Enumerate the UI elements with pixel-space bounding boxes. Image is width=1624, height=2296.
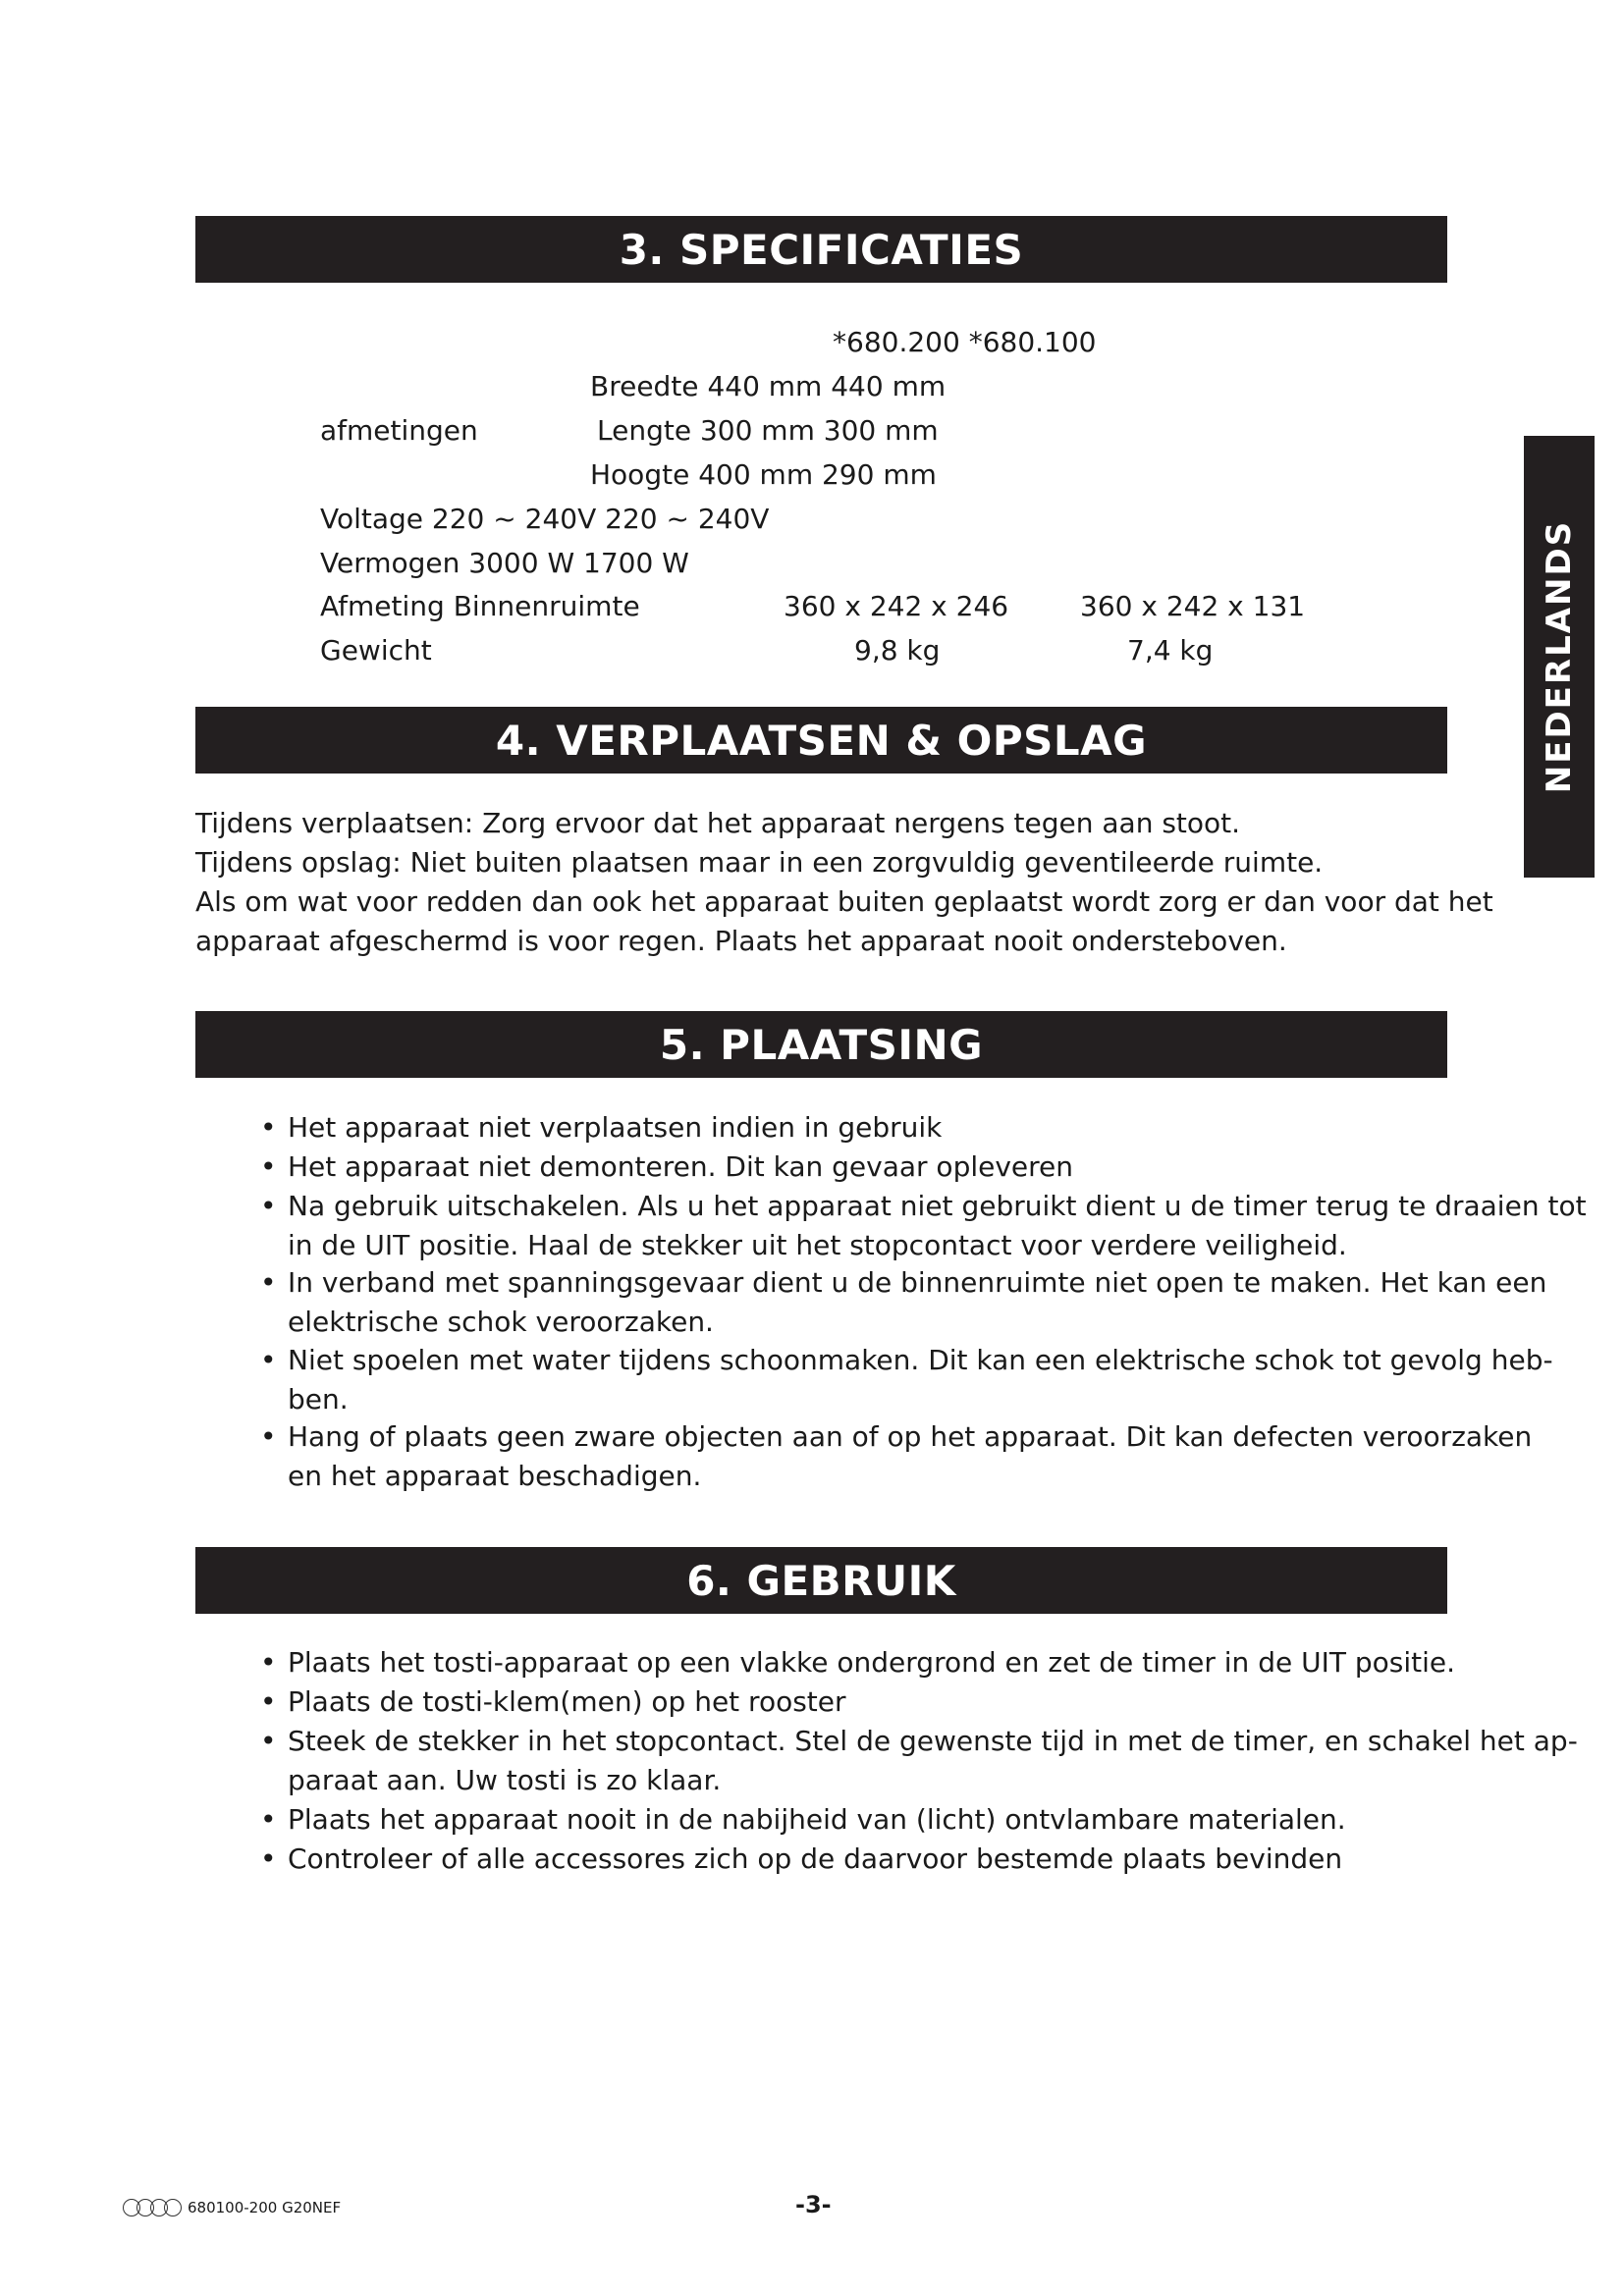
bullet-icon: •	[260, 1725, 277, 1757]
move-line: apparaat afgeschermd is voor regen. Plaats het apparaat nooit ondersteboven.	[195, 925, 1287, 957]
list-item-text: In verband met spanningsgevaar dient u de binnenruimte niet open te maken. Het kan een	[288, 1266, 1547, 1299]
spec-length-row: Lengte 300 mm 300 mm	[597, 414, 939, 447]
footer-code	[123, 2199, 341, 2216]
bullet-icon: •	[260, 1842, 277, 1875]
list-item-text: Plaats het tosti-apparaat op een vlakke ondergrond en zet de timer in de UIT positie.	[288, 1646, 1456, 1679]
list-item-text: Niet spoelen met water tijdens schoonmaken. Dit kan een elektrische schok tot gevolg heb-	[288, 1344, 1553, 1376]
list-item-continuation: elektrische schok veroorzaken.	[288, 1306, 714, 1338]
spec-height-row: Hoogte 400 mm 290 mm	[590, 458, 937, 491]
section-title: 4. VERPLAATSEN & OPSLAG	[495, 716, 1148, 765]
list-item-text: Plaats het apparaat nooit in de nabijheid van (licht) ontvlambare materialen.	[288, 1803, 1346, 1836]
language-side-tab	[1524, 436, 1595, 878]
spec-interior-label: Afmeting Binnenruimte	[320, 590, 640, 622]
bullet-icon: •	[260, 1266, 277, 1299]
list-item-text: Het apparaat niet verplaatsen indien in gebruik	[288, 1111, 943, 1144]
spec-power-row: Vermogen 3000 W 1700 W	[320, 547, 689, 579]
list-item-text: Controleer of alle accessores zich op de daarvoor bestemde plaats bevinden	[288, 1842, 1343, 1875]
bullet-icon: •	[260, 1420, 277, 1453]
spec-dimensions-label: afmetingen	[320, 414, 478, 447]
bullet-icon: •	[260, 1150, 277, 1183]
spec-interior-value-b: 360 x 242 x 131	[1080, 590, 1306, 622]
section-title: 5. PLAATSING	[659, 1020, 984, 1069]
section-header-specificaties	[195, 216, 1447, 283]
bullet-icon: •	[260, 1685, 277, 1718]
section-header-gebruik	[195, 1547, 1447, 1614]
spec-weight-value-b: 7,4 kg	[1127, 634, 1214, 667]
footer-model-code: 680100-200 G20NEF	[188, 2199, 342, 2216]
spec-interior-value-a: 360 x 242 x 246	[784, 590, 1009, 622]
section-header-plaatsing	[195, 1011, 1447, 1078]
spec-weight-value-a: 9,8 kg	[854, 634, 941, 667]
spec-width-row: Breedte 440 mm 440 mm	[590, 370, 947, 402]
spec-weight-label: Gewicht	[320, 634, 432, 667]
list-item-continuation: en het apparaat beschadigen.	[288, 1460, 702, 1492]
section-title: 6. GEBRUIK	[686, 1556, 956, 1605]
list-item-continuation: paraat aan. Uw tosti is zo klaar.	[288, 1764, 722, 1796]
spec-voltage-row: Voltage 220 ~ 240V 220 ~ 240V	[320, 503, 770, 535]
bullet-icon: •	[260, 1111, 277, 1144]
bullet-icon: •	[260, 1803, 277, 1836]
page-number: -3-	[795, 2191, 832, 2218]
bullet-icon: •	[260, 1344, 277, 1376]
language-tab-label: NEDERLANDS	[1540, 519, 1580, 794]
rings-logo-icon	[123, 2199, 178, 2216]
list-item-continuation: ben.	[288, 1383, 349, 1415]
list-item-text: Na gebruik uitschakelen. Als u het apparaat niet gebruikt dient u de timer terug te draaien tot	[288, 1190, 1587, 1222]
move-line: Tijdens verplaatsen: Zorg ervoor dat het apparaat nergens tegen aan stoot.	[195, 807, 1241, 839]
move-line: Als om wat voor redden dan ook het apparaat buiten geplaatst wordt zorg er dan voor dat het	[195, 885, 1493, 918]
bullet-icon: •	[260, 1646, 277, 1679]
section-header-verplaatsen	[195, 707, 1447, 774]
list-item-text: Het apparaat niet demonteren. Dit kan gevaar opleveren	[288, 1150, 1074, 1183]
spec-models-header: *680.200 *680.100	[833, 326, 1097, 358]
section-title: 3. SPECIFICATIES	[619, 225, 1024, 274]
bullet-icon: •	[260, 1190, 277, 1222]
list-item-text: Plaats de tosti-klem(men) op het rooster	[288, 1685, 846, 1718]
list-item-continuation: in de UIT positie. Haal de stekker uit het stopcontact voor verdere veiligheid.	[288, 1229, 1347, 1261]
list-item-text: Hang of plaats geen zware objecten aan of op het apparaat. Dit kan defecten veroorzaken	[288, 1420, 1533, 1453]
move-line: Tijdens opslag: Niet buiten plaatsen maar in een zorgvuldig geventileerde ruimte.	[195, 846, 1324, 879]
list-item-text: Steek de stekker in het stopcontact. Stel de gewenste tijd in met de timer, en schakel het ap-	[288, 1725, 1578, 1757]
